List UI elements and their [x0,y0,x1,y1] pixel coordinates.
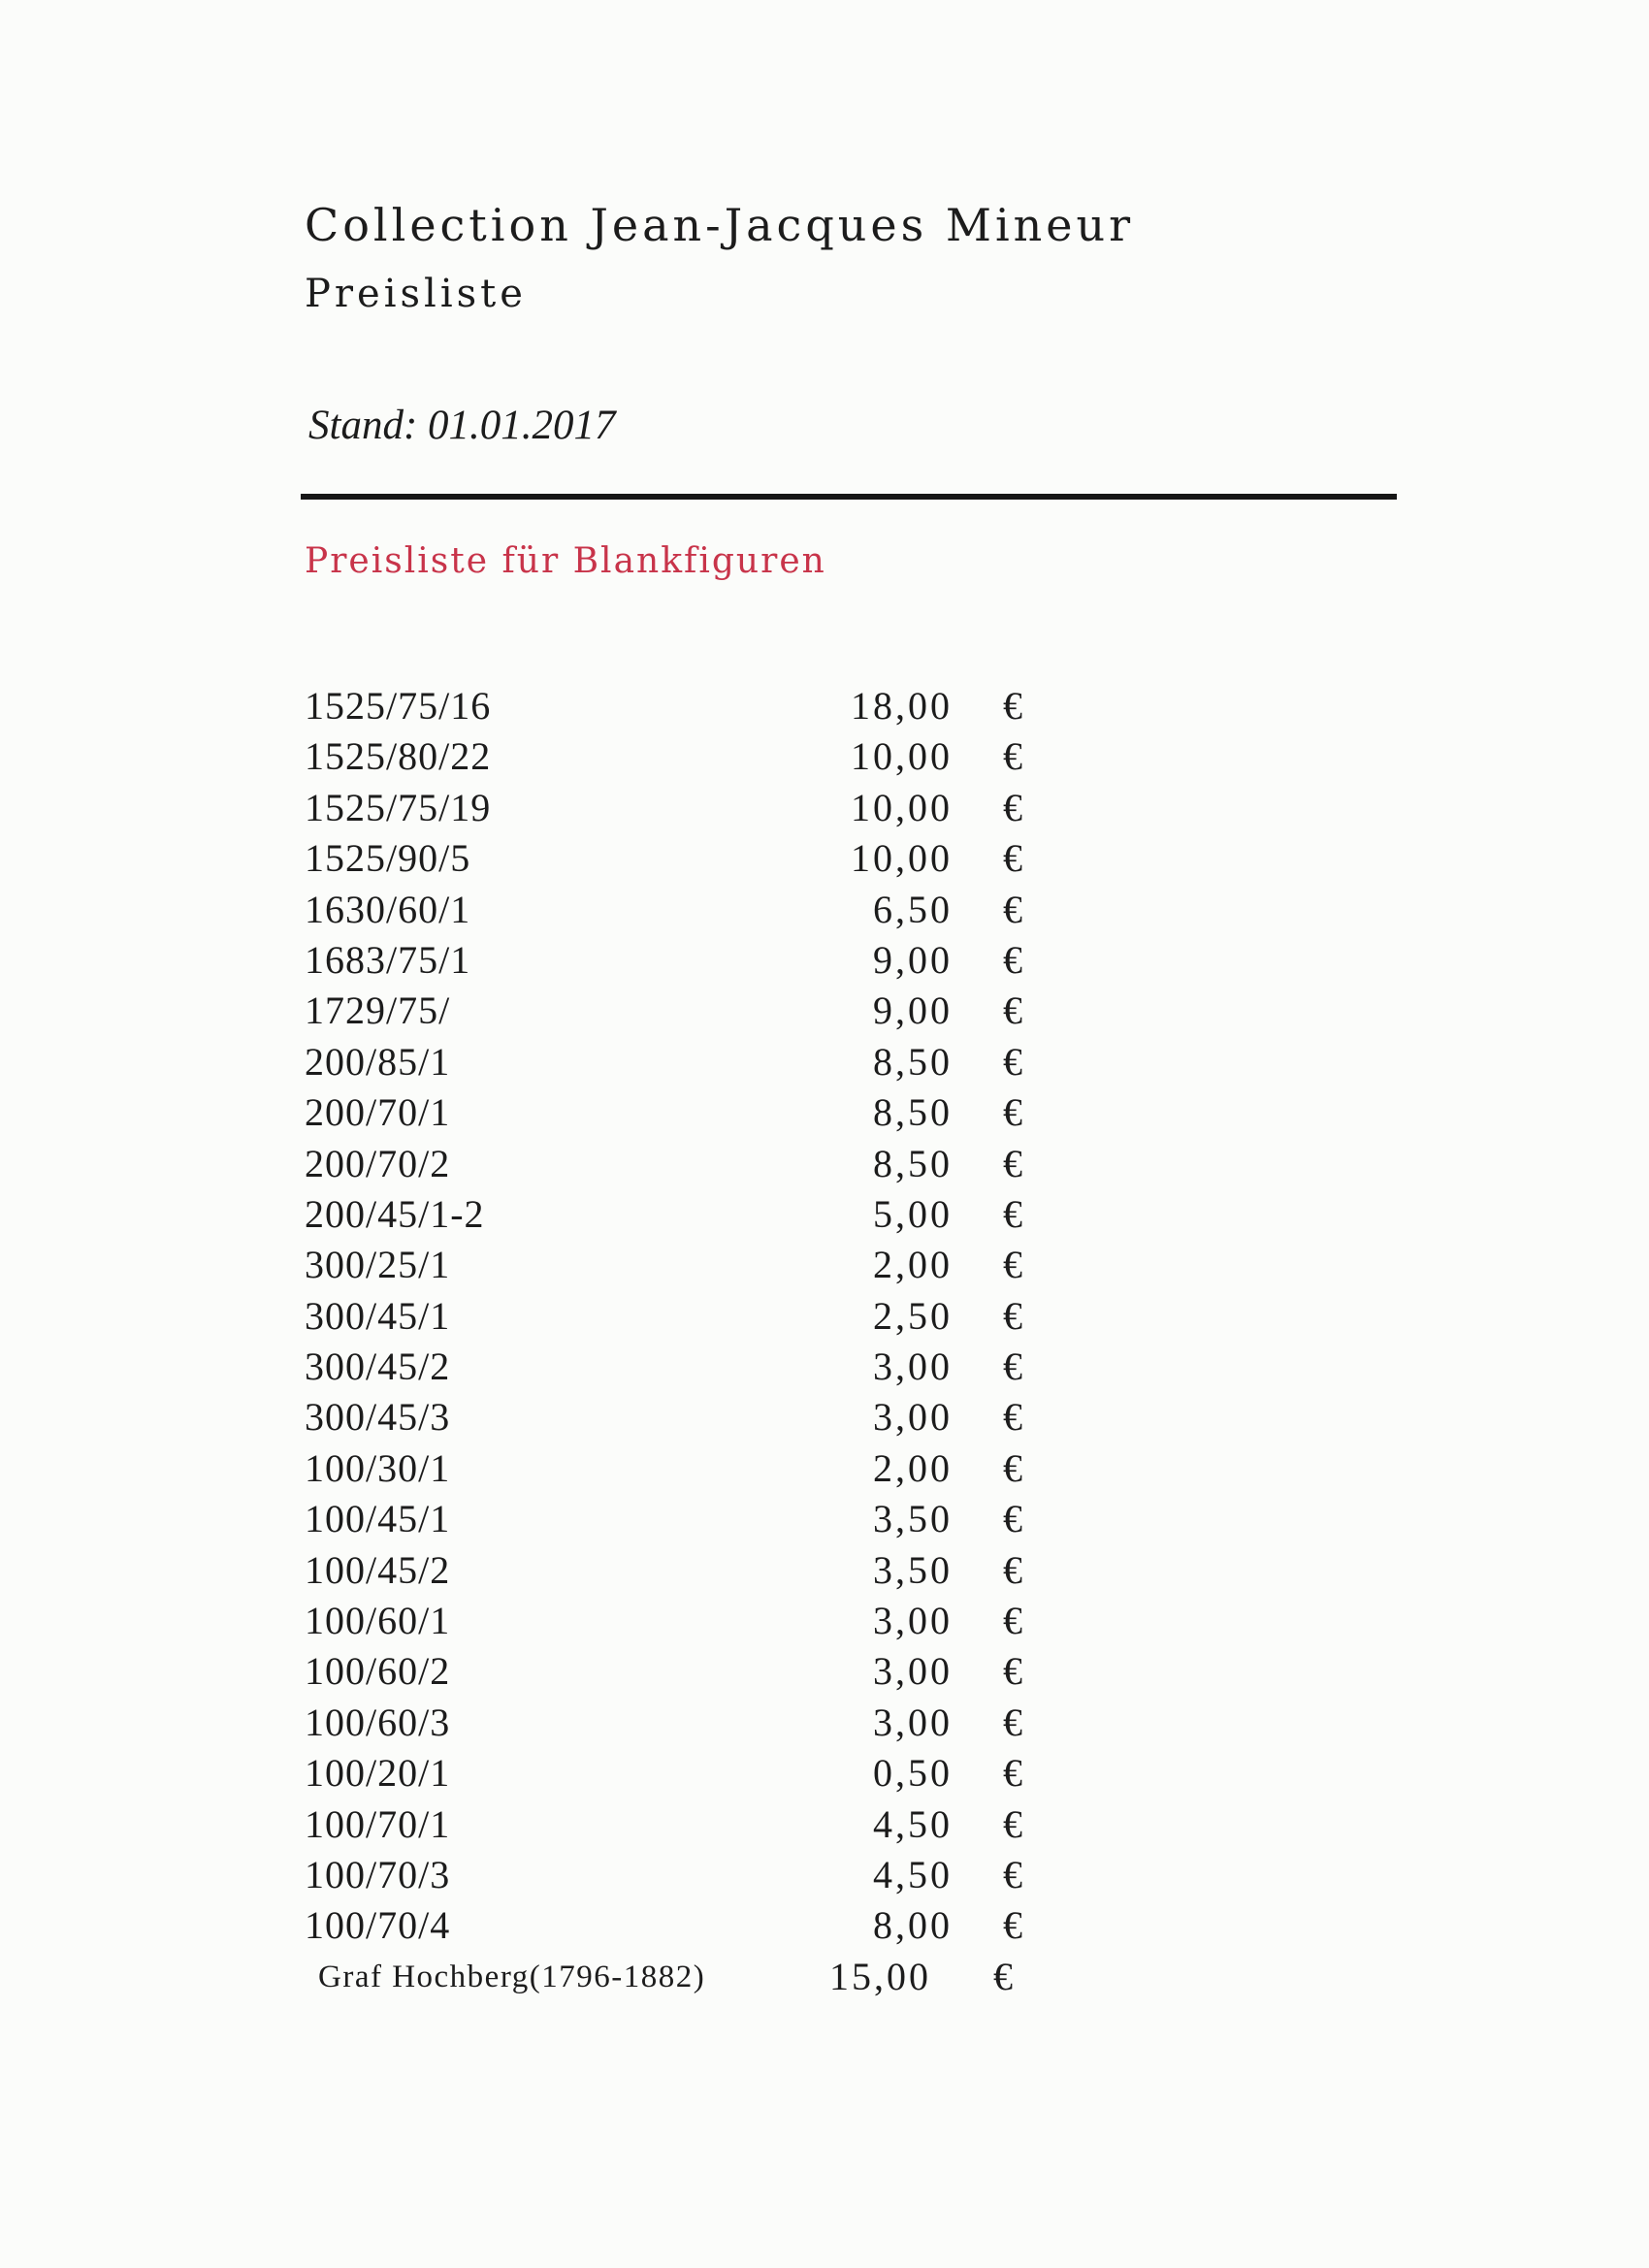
item-price: 15,00 [829,1954,931,1998]
item-price: 8,50 [873,1090,953,1135]
price-row [305,833,1042,884]
price-row [305,1952,1042,2002]
item-code: 1525/80/22 [305,734,492,779]
item-code: 300/45/1 [305,1293,451,1338]
euro-sign: € [1003,887,1022,931]
price-row [305,1087,1042,1138]
item-code: 100/45/2 [305,1547,451,1592]
item-price: 3,00 [873,1599,953,1643]
euro-sign: € [1003,836,1022,881]
item-code: 300/45/3 [305,1395,451,1440]
item-code: 1630/60/1 [305,887,471,931]
price-row [305,1900,1042,1951]
euro-sign: € [1003,1141,1022,1185]
euro-sign: € [1003,1293,1022,1338]
euro-sign: € [1003,1801,1022,1846]
euro-sign: € [993,1954,1013,1998]
euro-sign: € [1003,785,1022,829]
item-code: 1683/75/1 [305,937,471,982]
divider-rule [301,494,1397,500]
item-price: 2,50 [873,1293,953,1338]
price-row [305,783,1042,833]
price-row [305,1037,1042,1087]
price-row [305,1342,1042,1392]
price-row [305,1494,1042,1544]
item-code: 100/20/1 [305,1751,451,1796]
euro-sign: € [1003,1599,1022,1643]
item-code: 100/70/4 [305,1903,451,1948]
price-row [305,1240,1042,1290]
section-title: Preisliste für Blankfiguren [305,541,826,581]
item-code: 100/45/1 [305,1497,451,1541]
price-row [305,1748,1042,1798]
euro-sign: € [1003,1345,1022,1389]
item-code: 100/60/1 [305,1599,451,1643]
item-price: 3,50 [873,1547,953,1592]
euro-sign: € [1003,1395,1022,1440]
item-price: 3,00 [873,1649,953,1694]
item-price: 3,00 [873,1395,953,1440]
price-row [305,935,1042,986]
euro-sign: € [1003,1039,1022,1084]
item-price: 4,50 [873,1801,953,1846]
price-row [305,731,1042,782]
euro-sign: € [1003,1497,1022,1541]
item-price: 8,00 [873,1903,953,1948]
item-code: Graf Hochberg(1796-1882) [318,1959,706,1994]
item-price: 9,00 [873,937,953,982]
item-price: 9,00 [873,988,953,1033]
price-row [305,1850,1042,1900]
item-code: 100/60/3 [305,1700,451,1744]
price-row [305,986,1042,1036]
item-code: 100/60/2 [305,1649,451,1694]
euro-sign: € [1003,1191,1022,1236]
item-price: 10,00 [851,734,953,779]
price-row [305,1698,1042,1748]
stand-date: Stand: 01.01.2017 [308,403,616,448]
item-code: 200/85/1 [305,1039,451,1084]
item-price: 4,50 [873,1852,953,1896]
document-title: Collection Jean-Jacques Mineur [305,199,1135,251]
item-price: 3,50 [873,1497,953,1541]
item-code: 200/70/2 [305,1141,451,1185]
price-row [305,1799,1042,1850]
euro-sign: € [1003,1090,1022,1135]
euro-sign: € [1003,1649,1022,1694]
euro-sign: € [1003,937,1022,982]
item-code: 300/25/1 [305,1243,451,1287]
item-code: 1525/75/19 [305,785,492,829]
item-code: 100/70/3 [305,1852,451,1896]
price-row [305,681,1042,731]
item-price: 10,00 [851,785,953,829]
item-price: 8,50 [873,1039,953,1084]
euro-sign: € [1003,684,1022,728]
euro-sign: € [1003,1547,1022,1592]
price-row [305,1139,1042,1189]
document-subtitle: Preisliste [305,272,527,316]
item-code: 200/45/1-2 [305,1191,485,1236]
item-code: 1729/75/ [305,988,451,1033]
price-list [305,681,1042,2002]
euro-sign: € [1003,1751,1022,1796]
euro-sign: € [1003,1243,1022,1287]
price-row [305,1545,1042,1596]
price-row [305,1291,1042,1342]
item-price: 2,00 [873,1445,953,1490]
price-row [305,1646,1042,1697]
item-code: 300/45/2 [305,1345,451,1389]
item-code: 1525/90/5 [305,836,471,881]
price-row [305,1392,1042,1442]
euro-sign: € [1003,988,1022,1033]
euro-sign: € [1003,1903,1022,1948]
euro-sign: € [1003,1445,1022,1490]
item-code: 200/70/1 [305,1090,451,1135]
item-code: 100/30/1 [305,1445,451,1490]
item-price: 18,00 [851,684,953,728]
item-price: 5,00 [873,1191,953,1236]
item-price: 10,00 [851,836,953,881]
item-price: 0,50 [873,1751,953,1796]
euro-sign: € [1003,1852,1022,1896]
price-row [305,885,1042,935]
item-price: 6,50 [873,887,953,931]
euro-sign: € [1003,1700,1022,1744]
item-price: 3,00 [873,1345,953,1389]
item-price: 8,50 [873,1141,953,1185]
price-row [305,1189,1042,1240]
item-price: 2,00 [873,1243,953,1287]
item-code: 1525/75/16 [305,684,492,728]
item-price: 3,00 [873,1700,953,1744]
price-row [305,1596,1042,1646]
euro-sign: € [1003,734,1022,779]
price-row [305,1443,1042,1494]
item-code: 100/70/1 [305,1801,451,1846]
